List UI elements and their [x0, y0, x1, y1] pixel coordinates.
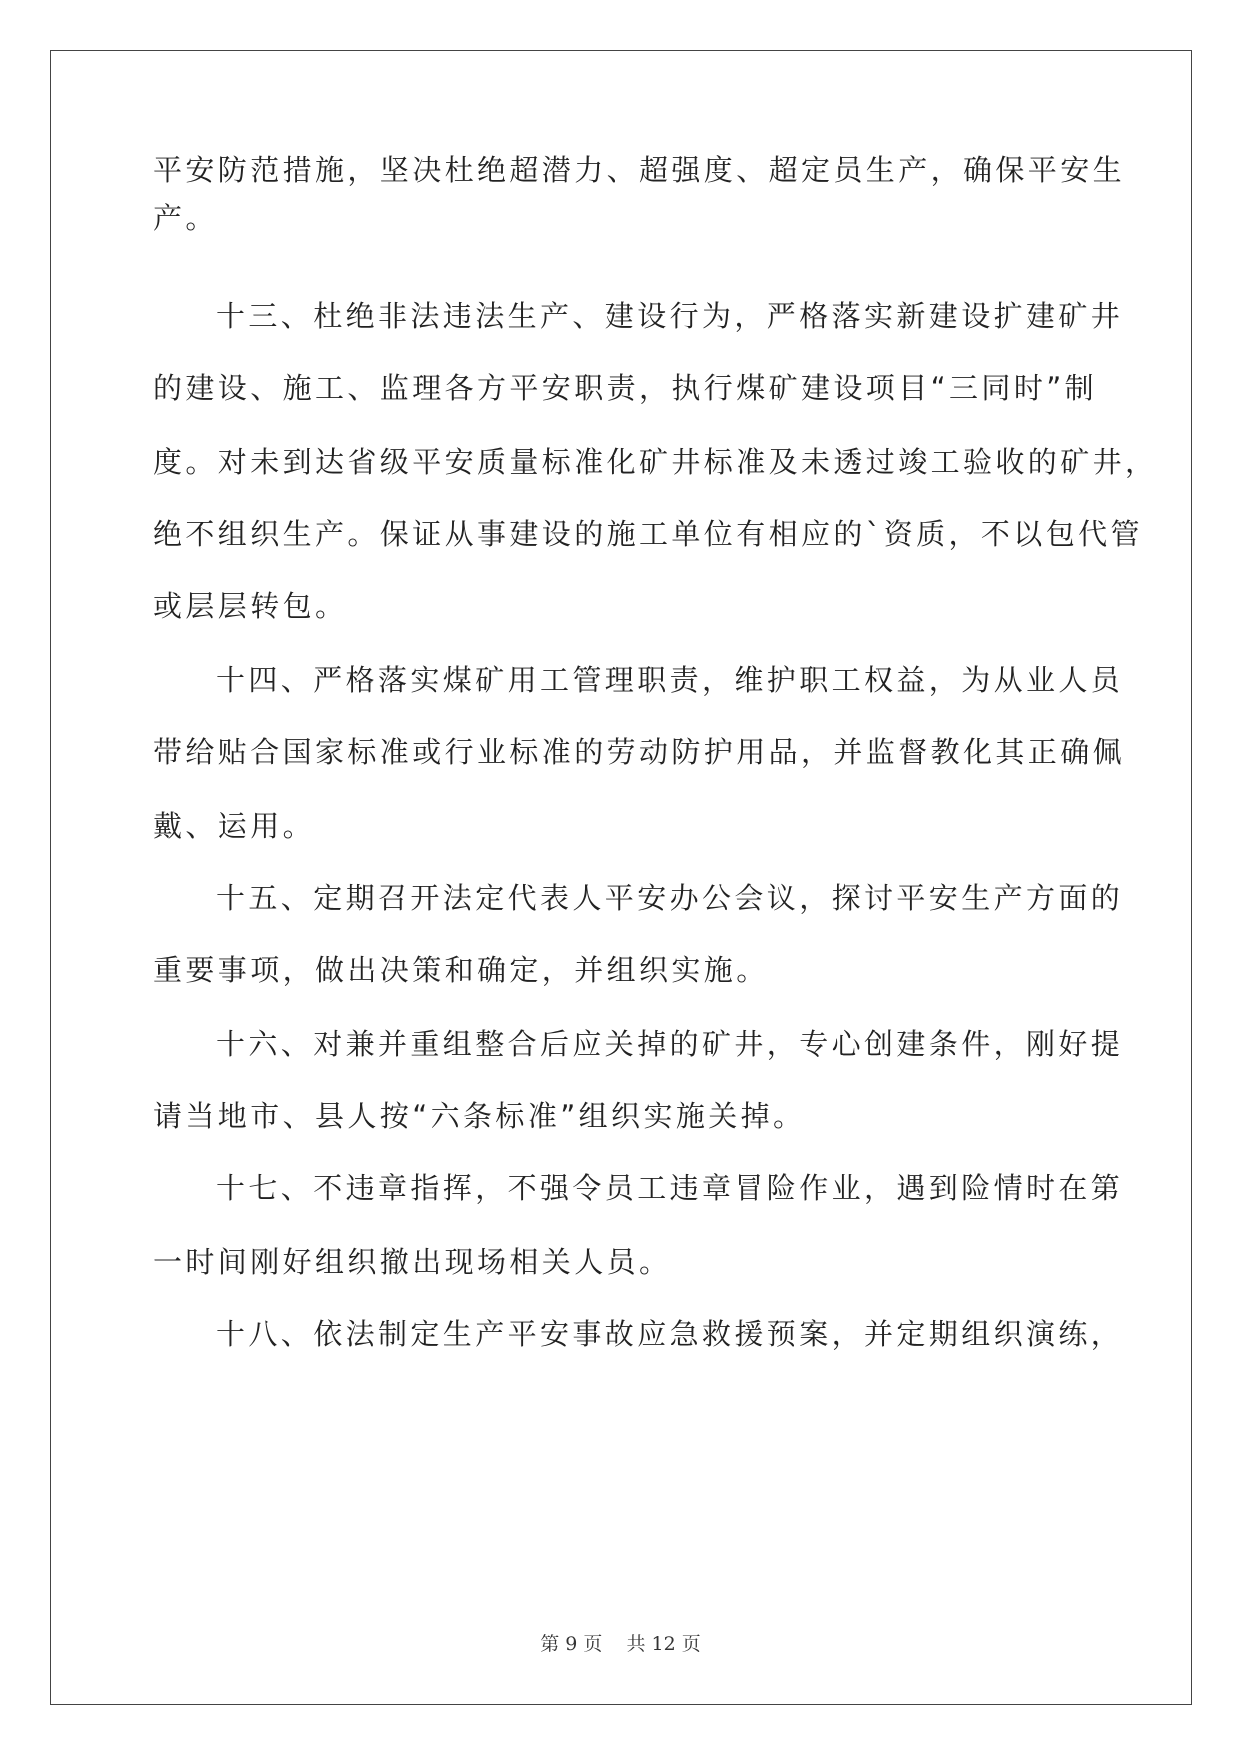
text-line: 重要事项，做出决策和确定，并组织实施。	[153, 953, 769, 987]
text-line: 戴、运用。	[153, 809, 316, 843]
text-line: 平安防范措施，坚决杜绝超潜力、超强度、超定员生产，确保平安生	[153, 153, 1126, 187]
text-line: 绝不组织生产。保证从事建设的施工单位有相应的`资质，不以包代管	[153, 517, 1143, 551]
page-total: 共 12 页	[626, 1633, 701, 1655]
text-line: 一时间刚好组织撤出现场相关人员。	[153, 1245, 672, 1279]
paragraph-14-start: 十四、严格落实煤矿用工管理职责，维护职工权益，为从业人员	[216, 663, 1124, 697]
page-footer	[0, 1632, 1241, 1656]
paragraph-16-start: 十六、对兼并重组整合后应关掉的矿井，专心创建条件，刚好提	[216, 1027, 1124, 1061]
paragraph-13-start: 十三、杜绝非法违法生产、建设行为，严格落实新建设扩建矿井	[216, 299, 1124, 333]
text-line: 度。对未到达省级平安质量标准化矿井标准及未透过竣工验收的矿井，	[153, 445, 1158, 479]
text-line: 带给贴合国家标准或行业标准的劳动防护用品，并监督教化其正确佩	[153, 735, 1126, 769]
paragraph-17-start: 十七、不违章指挥，不强令员工违章冒险作业，遇到险情时在第	[216, 1171, 1124, 1205]
text-line: 或层层转包。	[153, 589, 348, 623]
text-line: 请当地市、县人按“六条标准”组织实施关掉。	[153, 1099, 806, 1133]
paragraph-18-start: 十八、依法制定生产平安事故应急救援预案，并定期组织演练，	[216, 1317, 1124, 1351]
text-line: 的建设、施工、监理各方平安职责，执行煤矿建设项目“三同时”制	[153, 371, 1098, 405]
page-number: 第 9 页	[540, 1633, 603, 1655]
paragraph-15-start: 十五、定期召开法定代表人平安办公会议，探讨平安生产方面的	[216, 881, 1124, 915]
text-line: 产。	[153, 201, 218, 235]
